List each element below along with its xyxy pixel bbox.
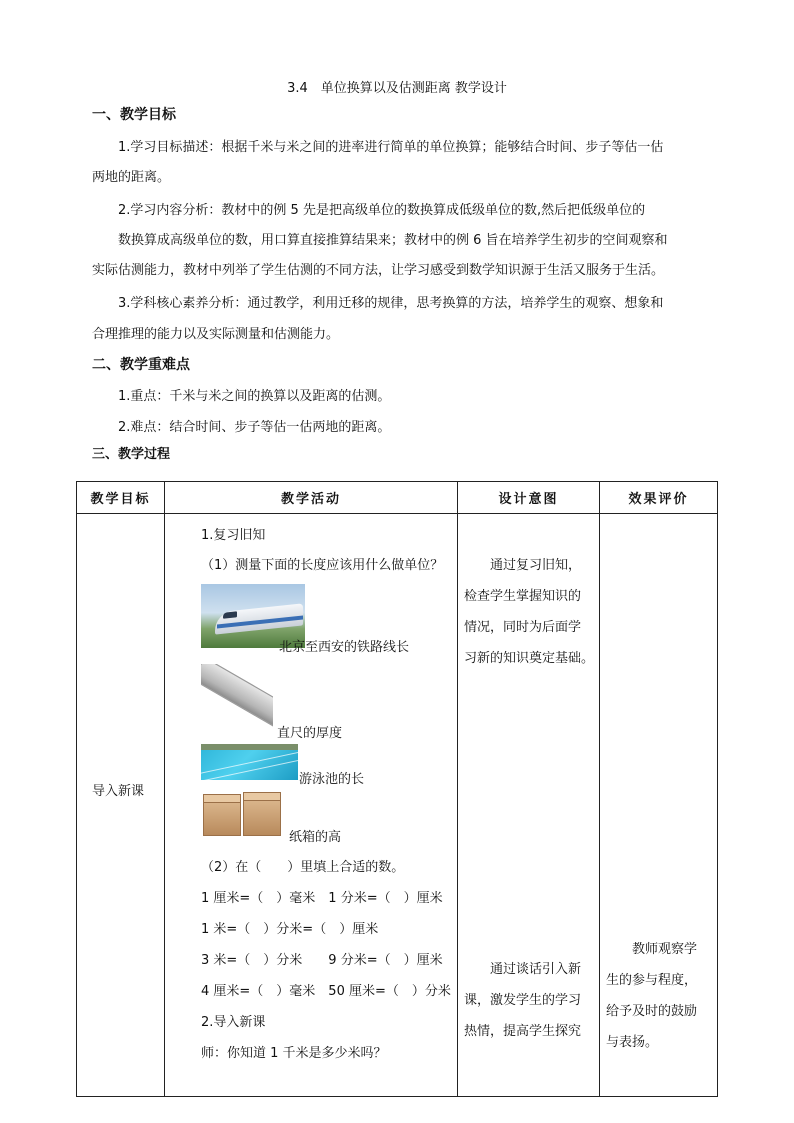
keypoint-2: 2.难点：结合时间、步子等估一估两地的距离。 bbox=[118, 420, 391, 435]
item-train-label: 北京至西安的铁路线长 bbox=[279, 640, 410, 655]
section-heading-keypoints: 二、教学重难点 bbox=[92, 357, 190, 373]
goal-paragraph-2: 2.学习内容分析：教材中的例 5 先是把高级单位的数换算成低级单位的数,然后把低级单位的 bbox=[118, 203, 646, 218]
goal-text: 导入新课 bbox=[92, 784, 145, 799]
cell-activity bbox=[165, 514, 458, 1097]
section-heading-process: 三、教学过程 bbox=[92, 447, 171, 462]
box-image bbox=[201, 792, 285, 838]
goal-paragraph-2-cont2: 实际估测能力，教材中列举了学生估测的不同方法，让学习感受到数学知识源于生活又服务于生活。 bbox=[92, 263, 665, 278]
cell-evaluation bbox=[600, 514, 718, 1097]
fill-line-3: 3 米=（ ）分米 9 分米=（ ）厘米 bbox=[201, 953, 443, 968]
intent-line-b3: 热情，提高学生探究 bbox=[464, 1024, 582, 1039]
cell-goal bbox=[77, 514, 165, 1097]
evaluation-line-3: 给予及时的鼓励 bbox=[606, 1004, 698, 1019]
header-goal: 教学目标 bbox=[77, 482, 165, 514]
intent-line-a1: 通过复习旧知， bbox=[490, 558, 582, 573]
ruler-image bbox=[201, 664, 273, 728]
evaluation-line-4: 与表扬。 bbox=[606, 1035, 659, 1050]
table-row bbox=[77, 514, 718, 1097]
fill-line-2: 1 米=（ ）分米=（ ）厘米 bbox=[201, 922, 379, 937]
evaluation-line-2: 生的参与程度， bbox=[606, 973, 698, 988]
header-evaluation: 效果评价 bbox=[600, 482, 718, 514]
goal-paragraph-1: 1.学习目标描述：根据千米与米之间的进率进行简单的单位换算；能够结合时间、步子等估一估 bbox=[118, 140, 664, 155]
header-intent: 设计意图 bbox=[458, 482, 600, 514]
table-header-row bbox=[77, 482, 718, 514]
activity-question1: （1）测量下面的长度应该用什么做单位？ bbox=[201, 558, 444, 573]
fill-line-4: 4 厘米=（ ）毫米 50 厘米=（ ）分米 bbox=[201, 984, 451, 999]
intent-line-a4: 习新的知识奠定基础。 bbox=[464, 651, 595, 666]
fill-line-1: 1 厘米=（ ）毫米 1 分米=（ ）厘米 bbox=[201, 891, 443, 906]
item-ruler-label: 直尺的厚度 bbox=[277, 726, 343, 741]
goal-paragraph-2-cont: 数换算成高级单位的数，用口算直接推算结果来；教材中的例 6 旨在培养学生初步的空间观察和 bbox=[118, 233, 668, 248]
goal-paragraph-3-cont: 合理推理的能力以及实际测量和估测能力。 bbox=[92, 327, 340, 342]
item-box-label: 纸箱的高 bbox=[289, 830, 342, 845]
lesson-plan-table bbox=[76, 481, 718, 1097]
evaluation-line-1: 教师观察学 bbox=[632, 942, 698, 957]
activity-question2: （2）在（ ）里填上合适的数。 bbox=[201, 860, 405, 875]
intent-line-b2: 课，激发学生的学习 bbox=[464, 993, 582, 1008]
item-pool-label: 游泳池的长 bbox=[299, 772, 365, 787]
pool-image bbox=[201, 744, 298, 780]
activity-step2: 2.导入新课 bbox=[201, 1015, 266, 1030]
intent-line-a2: 检查学生掌握知识的 bbox=[464, 589, 582, 604]
section-heading-goals: 一、教学目标 bbox=[92, 107, 176, 123]
activity-step1: 1.复习旧知 bbox=[201, 528, 266, 543]
header-activity: 教学活动 bbox=[165, 482, 458, 514]
document-title: 3.4 单位换算以及估测距离 教学设计 bbox=[287, 81, 507, 96]
cell-intent bbox=[458, 514, 600, 1097]
intent-line-a3: 情况，同时为后面学 bbox=[464, 620, 582, 635]
goal-paragraph-1-cont: 两地的距离。 bbox=[92, 170, 171, 185]
keypoint-1: 1.重点：千米与米之间的换算以及距离的估测。 bbox=[118, 389, 391, 404]
goal-paragraph-3: 3.学科核心素养分析：通过教学，利用迁移的规律，思考换算的方法，培养学生的观察、想象和 bbox=[118, 296, 664, 311]
teacher-question: 师：你知道 1 千米是多少米吗？ bbox=[201, 1046, 387, 1061]
intent-line-b1: 通过谈话引入新 bbox=[490, 962, 582, 977]
